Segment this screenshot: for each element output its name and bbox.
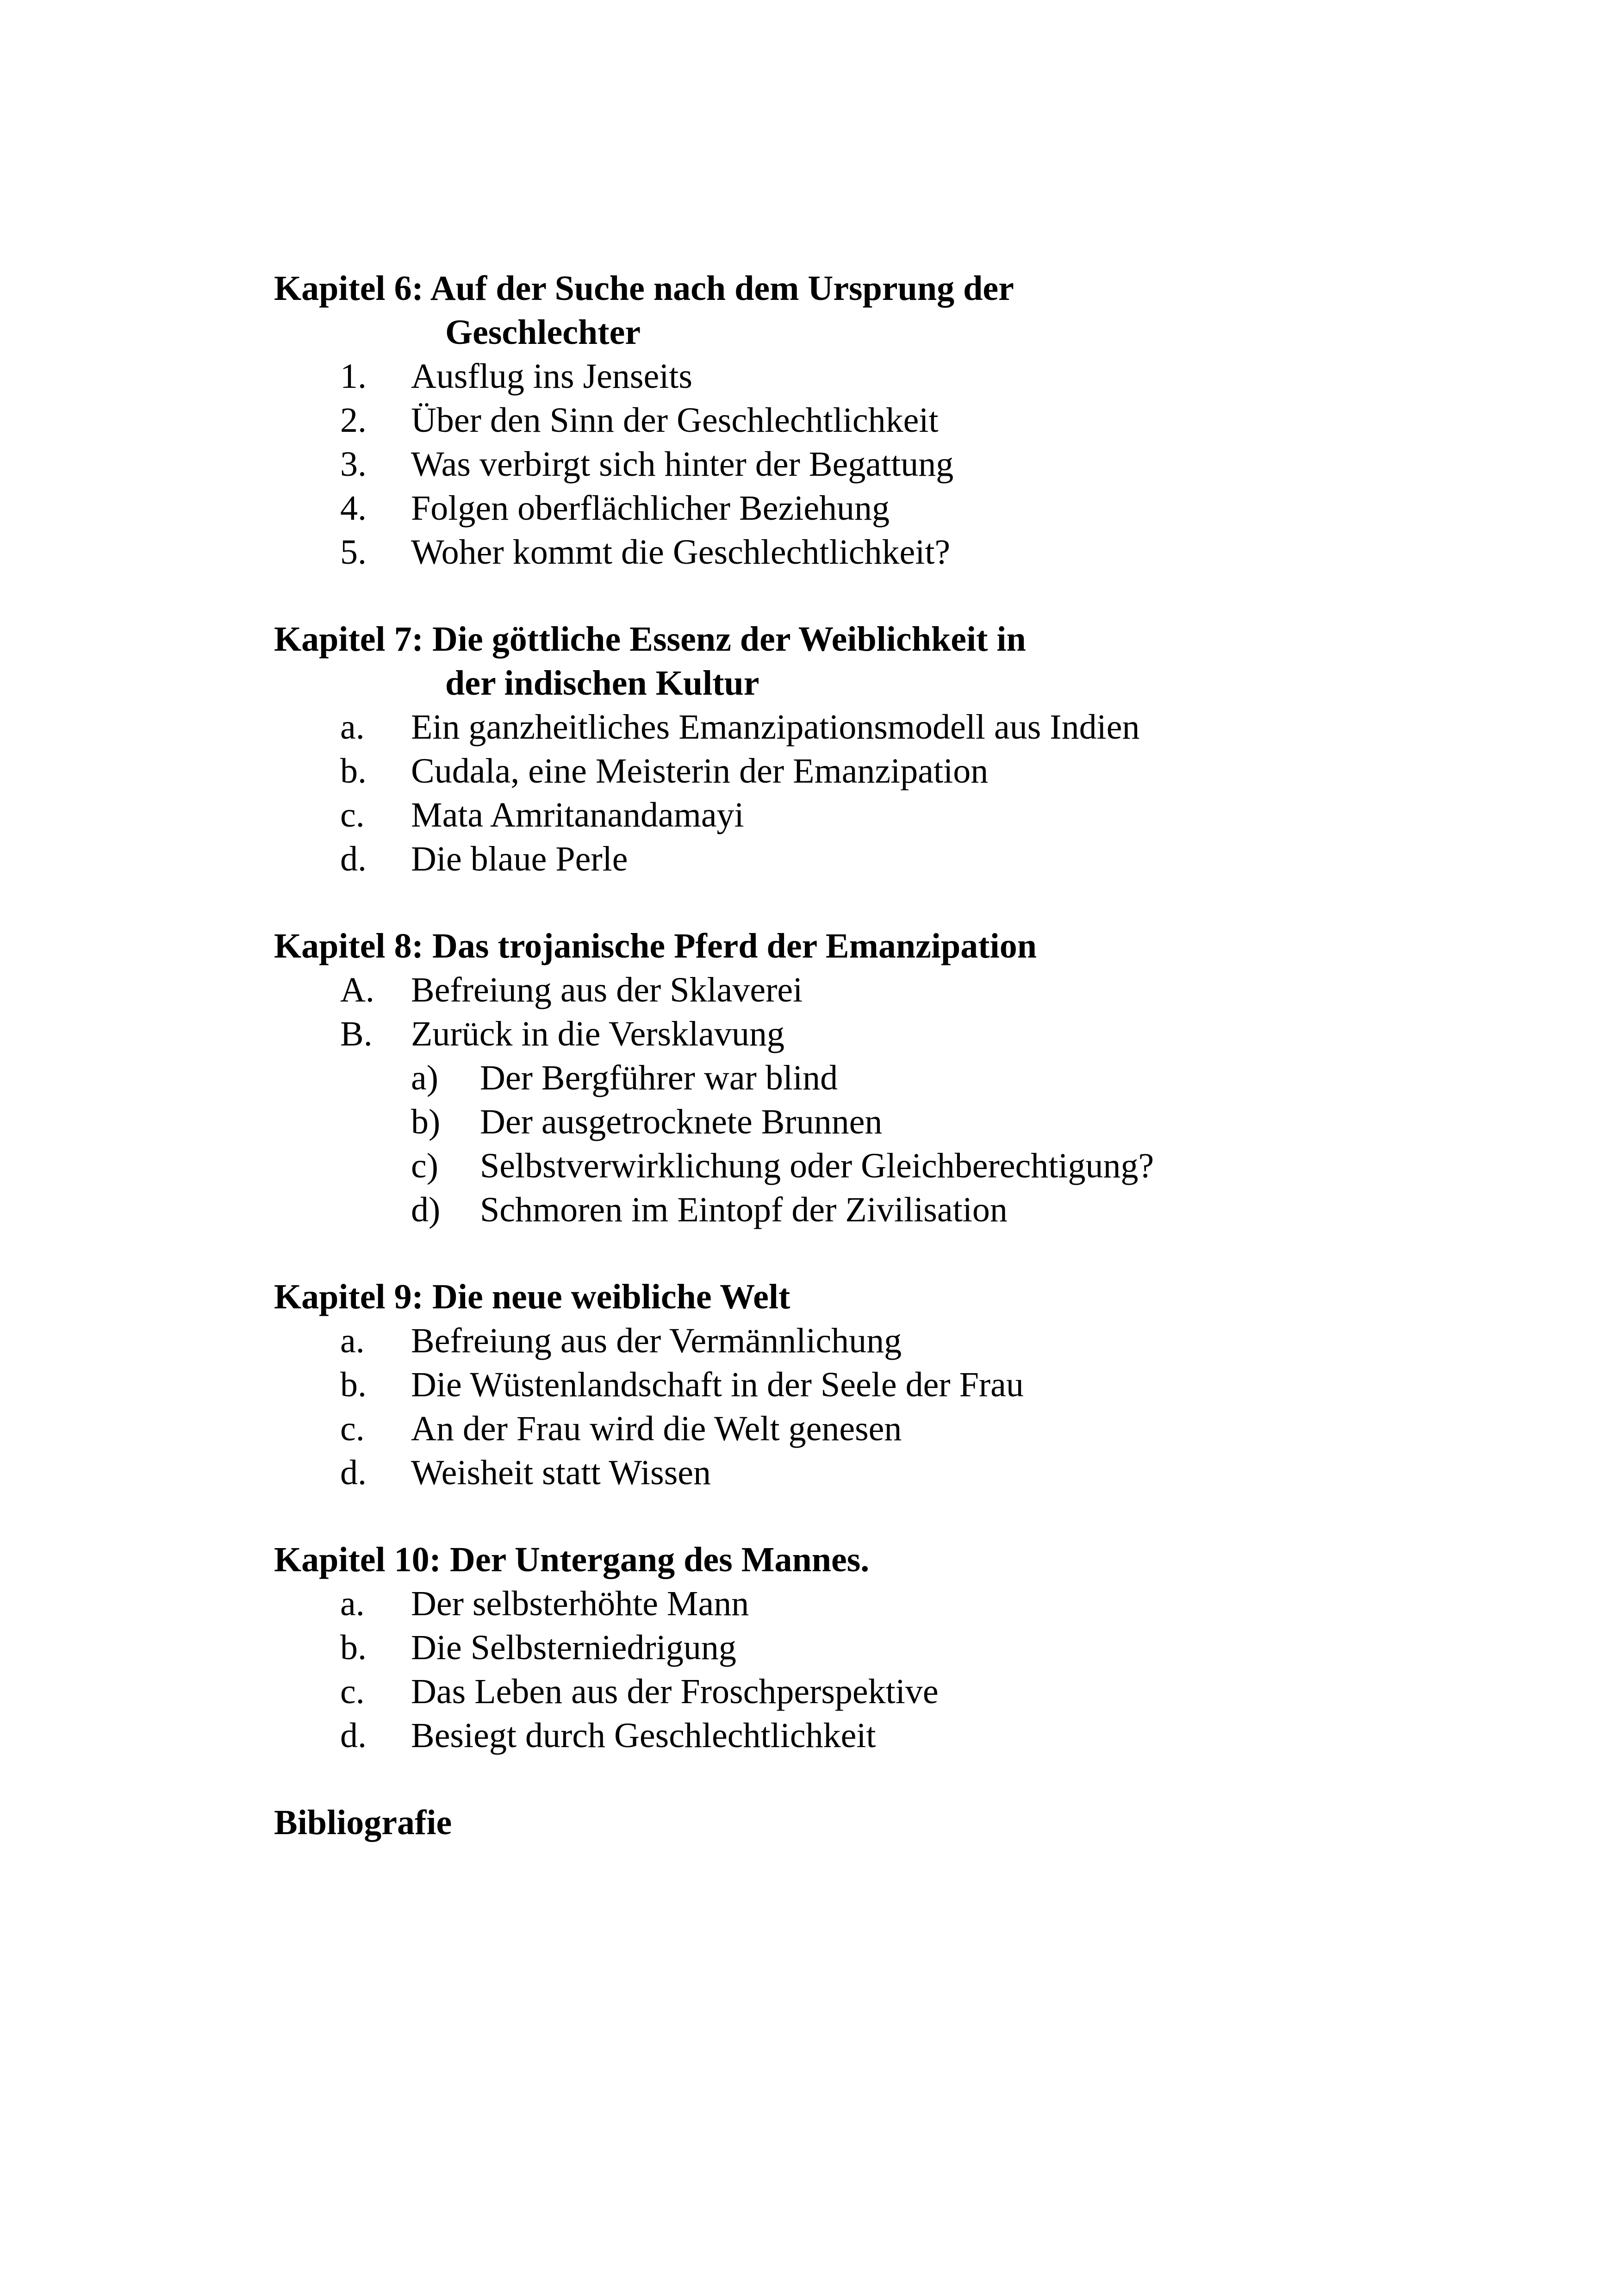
list-item-label: Ausflug ins Jenseits (411, 357, 692, 396)
list-item-label: Die Selbsterniedrigung (411, 1628, 736, 1667)
list-item (274, 1582, 1385, 1626)
table-of-contents (274, 267, 1385, 1845)
list-item-label: Der ausgetrocknete Brunnen (480, 1102, 883, 1141)
list-item (274, 1714, 1385, 1758)
list-item (274, 968, 1385, 1012)
chapter-8 (274, 924, 1385, 1232)
list-item-label: Befreiung aus der Vermännlichung (411, 1321, 902, 1360)
list-item (274, 530, 1385, 574)
list-marker: b. (340, 1365, 367, 1404)
list-marker: 1. (340, 357, 367, 396)
list-item-label: Mata Amritanandamayi (411, 796, 744, 834)
list-marker: 3. (340, 445, 367, 484)
list-marker: d. (340, 1453, 367, 1492)
list-item (274, 442, 1385, 486)
list-marker: B. (340, 1014, 373, 1053)
list-item-label: Der Bergführer war blind (480, 1058, 838, 1097)
list-item (274, 486, 1385, 530)
chapter-title: Kapitel 7: Die göttliche Essenz der Weiblichkeit in (274, 620, 1026, 659)
list-item-label: Schmoren im Eintopf der Zivilisation (480, 1190, 1008, 1229)
list-item (274, 398, 1385, 442)
list-marker: d. (340, 840, 367, 878)
sub-list-item (274, 1144, 1385, 1188)
list-item-label: Weisheit statt Wissen (411, 1453, 711, 1492)
chapter-title-continuation: der indischen Kultur (445, 664, 759, 703)
list-marker: 4. (340, 489, 367, 528)
bibliography-heading: Bibliografie (274, 1803, 452, 1842)
sub-list-item (274, 1056, 1385, 1100)
list-item (274, 1670, 1385, 1714)
chapter-9 (274, 1275, 1385, 1495)
list-item (274, 749, 1385, 793)
chapter-6 (274, 267, 1385, 574)
list-item-label: Cudala, eine Meisterin der Emanzipation (411, 752, 989, 790)
list-item-label: Über den Sinn der Geschlechtlichkeit (411, 401, 939, 440)
list-item (274, 355, 1385, 398)
list-marker: a. (340, 708, 365, 747)
list-marker: c. (340, 1409, 365, 1448)
list-marker: c. (340, 796, 365, 834)
list-item (274, 793, 1385, 837)
list-item (274, 705, 1385, 749)
list-item (274, 1319, 1385, 1363)
list-item (274, 1407, 1385, 1451)
list-item-label: Was verbirgt sich hinter der Begattung (411, 445, 954, 484)
list-marker: b. (340, 1628, 367, 1667)
list-marker: 5. (340, 533, 367, 572)
list-item-label: Der selbsterhöhte Mann (411, 1584, 749, 1623)
list-marker: a. (340, 1321, 365, 1360)
list-item-label: An der Frau wird die Welt genesen (411, 1409, 902, 1448)
list-item-label: Das Leben aus der Froschperspektive (411, 1672, 939, 1711)
list-item-label: Ein ganzheitliches Emanzipationsmodell aus Indien (411, 708, 1140, 747)
list-marker: d. (340, 1716, 367, 1755)
chapter-title: Kapitel 10: Der Untergang des Mannes. (274, 1540, 870, 1579)
list-item (274, 1626, 1385, 1670)
list-marker: A. (340, 971, 374, 1009)
list-item-label: Folgen oberflächlicher Beziehung (411, 489, 890, 528)
list-item-label: Zurück in die Versklavung (411, 1014, 784, 1053)
list-item-label: Die Wüstenlandschaft in der Seele der Frau (411, 1365, 1024, 1404)
chapter-7 (274, 617, 1385, 881)
list-item-label: Befreiung aus der Sklaverei (411, 971, 803, 1009)
sub-list-item (274, 1188, 1385, 1232)
list-marker: c. (340, 1672, 365, 1711)
sub-list-item (274, 1100, 1385, 1144)
list-item-label: Selbstverwirklichung oder Gleichberechtigung? (480, 1146, 1154, 1185)
list-marker: b) (411, 1102, 441, 1141)
chapter-10 (274, 1538, 1385, 1758)
chapter-title: Kapitel 8: Das trojanische Pferd der Emanzipation (274, 927, 1037, 965)
list-item-label: Die blaue Perle (411, 840, 628, 878)
list-item (274, 837, 1385, 881)
list-marker: a) (411, 1058, 439, 1097)
list-marker: c) (411, 1146, 439, 1185)
chapter-title: Kapitel 9: Die neue weibliche Welt (274, 1277, 790, 1316)
list-marker: a. (340, 1584, 365, 1623)
list-item-label: Besiegt durch Geschlechtlichkeit (411, 1716, 876, 1755)
list-item (274, 1363, 1385, 1407)
list-item (274, 1012, 1385, 1056)
chapter-title: Kapitel 6: Auf der Suche nach dem Ursprung der (274, 269, 1014, 308)
list-item (274, 1451, 1385, 1495)
list-marker: b. (340, 752, 367, 790)
list-marker: d) (411, 1190, 441, 1229)
list-marker: 2. (340, 401, 367, 440)
chapter-title-continuation: Geschlechter (445, 313, 641, 352)
list-item-label: Woher kommt die Geschlechtlichkeit? (411, 533, 951, 572)
